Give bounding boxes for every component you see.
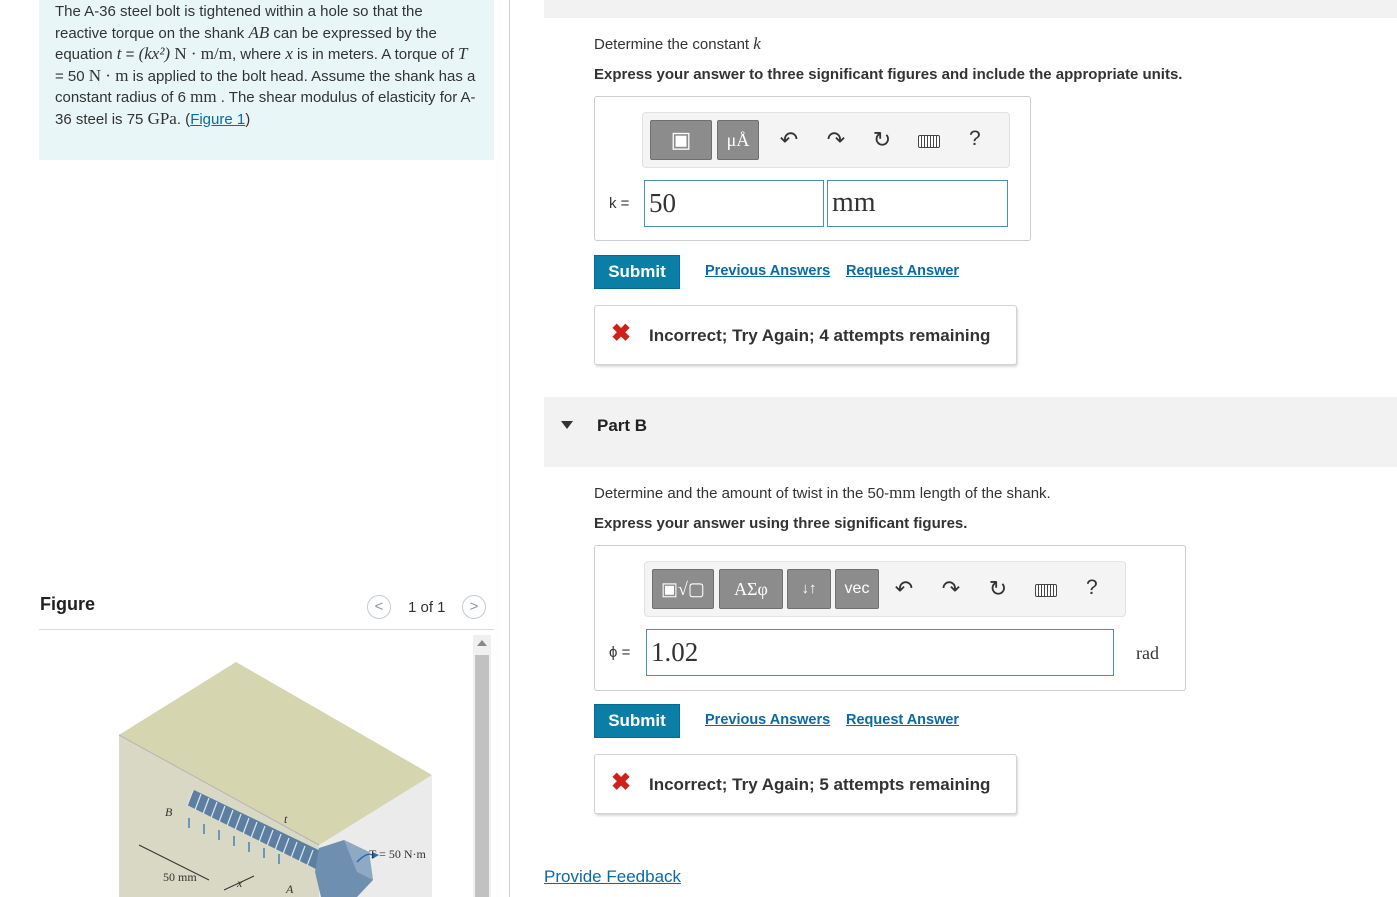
eq-x: x xyxy=(285,44,293,63)
part-a-var-label: k = xyxy=(609,195,630,212)
torque-units: N · m xyxy=(88,65,129,85)
reset-icon[interactable]: ↻ xyxy=(988,576,1008,601)
part-b-instruction: Express your answer using three significant figures. xyxy=(594,515,968,532)
keyboard-icon[interactable] xyxy=(918,135,940,148)
part-b-previous-answers-link[interactable]: Previous Answers xyxy=(705,712,831,728)
part-a-answer-box xyxy=(594,96,1031,241)
eq-units: N · m/m xyxy=(170,44,232,63)
part-a-unit-input[interactable]: mm xyxy=(827,180,1008,227)
pane-divider xyxy=(509,0,510,897)
vec-button[interactable]: vec xyxy=(835,569,879,609)
part-a-header xyxy=(544,0,1397,18)
part-b-header[interactable] xyxy=(544,397,1397,467)
part-b-title[interactable]: Part B xyxy=(597,416,648,435)
part-b-prompt-text-2: length of the shank. xyxy=(915,485,1051,502)
label-A: A xyxy=(286,882,294,896)
problem-text-3: , where xyxy=(231,46,286,63)
redo-icon[interactable]: ↷ xyxy=(826,127,846,152)
problem-statement xyxy=(39,0,494,160)
figure-next-button[interactable]: > xyxy=(462,595,486,619)
problem-text-5: = 50 xyxy=(55,67,89,85)
part-a-feedback-text: Incorrect; Try Again; 4 attempts remaining xyxy=(649,326,991,345)
figure-pager: 1 of 1 xyxy=(408,599,446,616)
undo-icon[interactable]: ↶ xyxy=(779,127,799,152)
problem-text-6: is applied to the bolt head. Assume the shank has a constant radius of 6 xyxy=(55,67,476,106)
part-a-submit-button[interactable]: Submit xyxy=(594,255,680,289)
eq-t: t xyxy=(116,44,122,63)
part-b-prompt-unit: mm xyxy=(889,483,916,502)
problem-text-7: . The shear modulus of elasticity for A-36 steel is 75 xyxy=(55,89,476,128)
radius-units: mm xyxy=(190,87,217,106)
part-b-feedback-text: Incorrect; Try Again; 5 attempts remaining xyxy=(649,775,991,794)
figure-header xyxy=(39,590,494,630)
units-button[interactable]: μÅ xyxy=(717,120,759,160)
help-icon[interactable]: ? xyxy=(1086,576,1098,599)
part-b-toolbar xyxy=(644,561,1126,617)
bolt-figure xyxy=(39,640,473,897)
part-b-feedback xyxy=(594,754,1017,814)
reset-icon[interactable]: ↻ xyxy=(872,127,892,152)
problem-text-2: can be expressed by the equation xyxy=(55,24,437,63)
part-b-prompt-text-1: Determine and the amount of twist in the 50- xyxy=(594,485,890,502)
help-icon[interactable]: ? xyxy=(969,127,981,150)
figure-link[interactable]: Figure 1 xyxy=(190,110,246,128)
greek-button[interactable]: ΑΣφ xyxy=(719,569,783,609)
keyboard-icon[interactable] xyxy=(1035,584,1057,597)
template-button[interactable]: ▣ xyxy=(650,120,712,160)
collapse-caret-icon[interactable] xyxy=(561,421,573,429)
part-a-prompt-text: Determine the constant xyxy=(594,36,754,53)
torque-symbol: T xyxy=(457,44,468,63)
arrows-button[interactable]: ↓↑ xyxy=(787,569,831,609)
label-torque: T = 50 N·m xyxy=(369,847,426,861)
part-a-feedback xyxy=(594,305,1017,365)
modulus-units: GPa xyxy=(147,108,177,128)
part-b-request-answer-link[interactable]: Request Answer xyxy=(846,712,960,728)
shank-symbol: AB xyxy=(248,22,270,42)
part-b-answer-box xyxy=(594,545,1186,691)
problem-text-1: The A-36 steel bolt is tightened within a hole so that the reactive torque on the shank xyxy=(55,3,423,42)
part-b-prompt xyxy=(594,483,1051,503)
figure-title: Figure xyxy=(40,594,96,614)
part-a-value-input[interactable]: 50 xyxy=(644,180,824,227)
label-B: B xyxy=(165,805,173,819)
part-a-prompt-var: k xyxy=(753,34,761,53)
part-a-instruction: Express your answer to three significant figures and include the appropriate units. xyxy=(594,66,1183,83)
part-b-unit: rad xyxy=(1136,643,1159,663)
part-b-submit-button[interactable]: Submit xyxy=(594,704,680,738)
label-length: 50 mm xyxy=(163,870,197,884)
eq-expression: (kx²) xyxy=(138,44,171,63)
part-a-toolbar xyxy=(642,112,1010,168)
label-t: t xyxy=(284,812,288,826)
template-button[interactable]: ▣√▢ xyxy=(652,569,714,609)
undo-icon[interactable]: ↶ xyxy=(894,576,914,601)
provide-feedback-link[interactable]: Provide Feedback xyxy=(544,867,682,886)
incorrect-icon: ✖ xyxy=(611,769,632,796)
problem-text-9: ) xyxy=(245,110,251,128)
part-a-previous-answers-link[interactable]: Previous Answers xyxy=(705,263,831,279)
figure-prev-button[interactable]: < xyxy=(367,595,391,619)
label-x: x xyxy=(237,876,243,890)
eq-equals: = xyxy=(121,46,139,63)
redo-icon[interactable]: ↷ xyxy=(941,576,961,601)
figure-scrollbar[interactable] xyxy=(473,635,491,897)
part-a-prompt xyxy=(594,34,761,54)
problem-text-4: is in meters. A torque of xyxy=(292,46,458,63)
part-b-var-label: ϕ = xyxy=(609,644,631,661)
part-b-value-input[interactable]: 1.02 xyxy=(646,629,1114,676)
scroll-up-icon[interactable] xyxy=(477,640,487,646)
scrollbar-thumb[interactable] xyxy=(475,655,489,897)
problem-text-8: . ( xyxy=(176,110,191,128)
part-a-request-answer-link[interactable]: Request Answer xyxy=(846,263,960,279)
incorrect-icon: ✖ xyxy=(611,320,632,347)
